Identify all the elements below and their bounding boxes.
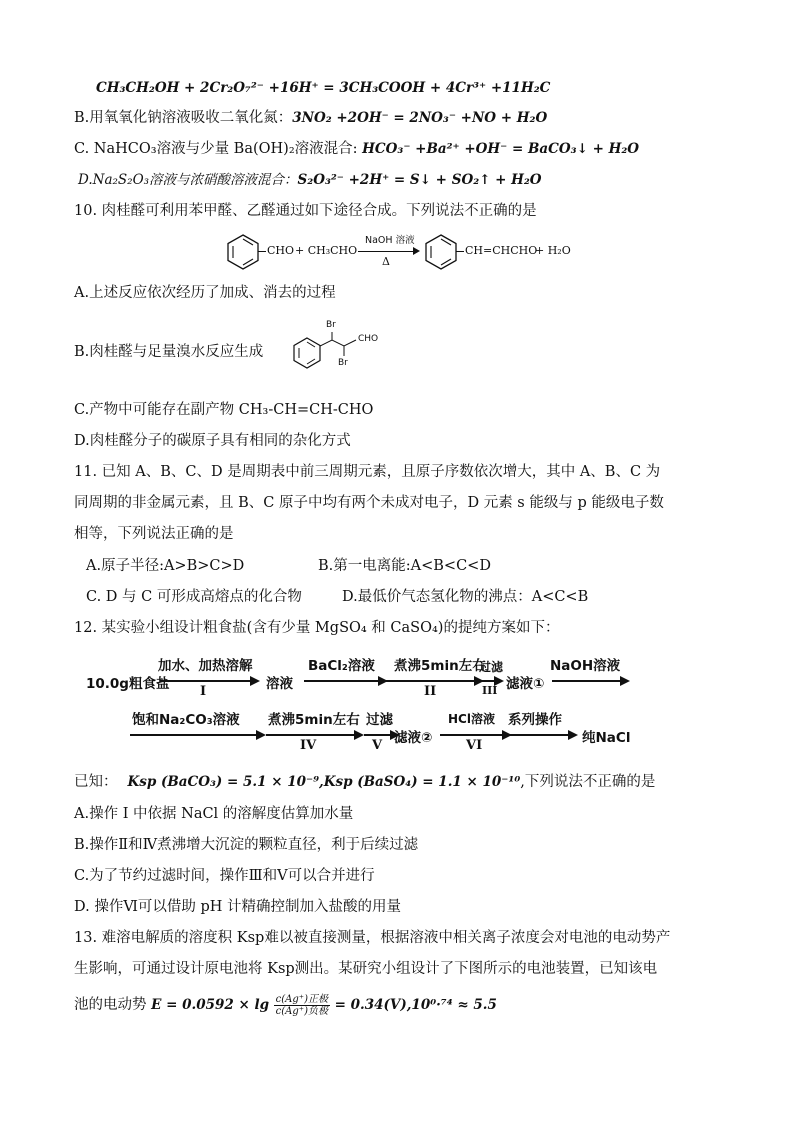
flow-step4-num: III: [482, 684, 498, 697]
q9-option-d-equation: S₂O₃²⁻ +2H⁺ = S↓ + SO₂↑ + H₂O: [297, 172, 542, 188]
flow-arrow-1: [160, 680, 252, 682]
flow-arrow-8: [364, 734, 392, 736]
reaction-arrow: [358, 251, 416, 252]
reactant2: + CH₃CHO: [295, 244, 358, 257]
q12-option-c: C.为了节约过滤时间，操作Ⅲ和Ⅴ可以合并进行: [74, 868, 375, 884]
flow-step1-label: 加水、加热溶解: [158, 658, 253, 674]
benzene-ring-reactant: [225, 232, 261, 272]
emf-lhs: E = 0.0592 × lg: [151, 997, 270, 1013]
q10-option-b-structure: [292, 322, 392, 374]
q13-stem-line3: 池的电动势 E = 0.0592 × lg $\frac{\text{c(Ag⁺)正极}}{\text{c(Ag⁺)负极}}$ = 0.34(V),10⁰·⁷⁴ ≈ 5.5: [74, 993, 497, 1017]
flow-step7-num: IV: [300, 738, 317, 753]
flow-step7-label: 煮沸5min左右: [268, 712, 360, 728]
q11-option-a: A.原子半径:A>B>C>D: [86, 558, 245, 574]
flow-step5-label: NaOH溶液: [550, 658, 621, 674]
cho-group: CHO: [358, 334, 379, 344]
q12-stem: 12. 某实验小组设计粗食盐(含有少量 MgSO₄ 和 CaSO₄)的提纯方案如下：: [74, 620, 560, 636]
flow-end: 纯NaCl: [582, 730, 631, 746]
br-top: Br: [326, 320, 336, 330]
reactant1-group: CHO: [267, 244, 295, 257]
flow-node-solution: 溶液: [266, 676, 293, 692]
ksp-equation: Ksp (BaCO₃) = 5.1 × 10⁻⁹,Ksp (BaSO₄) = 1.1 × 10⁻¹⁰: [127, 774, 521, 790]
flow-step6-label: 饱和Na₂CO₃溶液: [132, 712, 240, 728]
flow-step1-num: I: [200, 684, 207, 699]
q11-option-c: C. D 与 C 可形成高熔点的化合物: [86, 589, 302, 605]
flow-arrow-2: [304, 680, 380, 682]
q12-option-b: B.操作Ⅱ和Ⅳ煮沸增大沉淀的颗粒直径，利于后续过滤: [74, 837, 419, 853]
flow-step9-label: HCl溶液: [448, 712, 495, 726]
q9-option-c: C. NaHCO₃溶液与少量 Ba(OH)₂溶液混合: HCO₃⁻ +Ba²⁺ +OH⁻ = BaCO₃↓ + H₂O: [74, 141, 640, 157]
q10-reaction-scheme: [225, 230, 585, 276]
q11-stem-line3: 相等，下列说法正确的是: [74, 526, 234, 542]
q11-stem-line2: 同周期的非金属元素，且 B、C 原子中均有两个未成对电子，D 元素 s 能级与 p 能级电子数: [74, 495, 664, 511]
benzene-ring-product: [423, 232, 459, 272]
flow-arrow-7: [266, 734, 356, 736]
q12-option-d: D. 操作Ⅵ可以借助 pH 计精确控制加入盐酸的用量: [74, 899, 402, 915]
q12-option-a: A.操作 I 中依据 NaCl 的溶解度估算加水量: [74, 806, 354, 822]
flow-arrow-3: [386, 680, 476, 682]
q9-option-d: D.Na₂S₂O₃溶液与浓硝酸溶液混合：S₂O₃²⁻ +2H⁺ = S↓ + SO₂↑ + H₂O: [78, 172, 542, 188]
q10-stem: 10. 肉桂醛可利用苯甲醛、乙醛通过如下途径合成。下列说法不正确的是: [74, 203, 537, 219]
flow-arrow-10: [506, 734, 570, 736]
flow-step4-label: 过滤: [479, 660, 504, 674]
q9-option-b: B.用氧氧化钠溶液吸收二氧化氮：3NO₂ +2OH⁻ = 2NO₃⁻ +NO + H₂O: [74, 110, 548, 126]
q10-option-d: D.肉桂醛分子的碳原子具有相同的杂化方式: [74, 433, 351, 449]
br-bottom: Br: [338, 358, 348, 368]
flow-arrow-5: [552, 680, 622, 682]
flow-step2-label: BaCl₂溶液: [308, 658, 375, 674]
flow-arrow-9: [440, 734, 504, 736]
flow-step8-label: 过滤: [366, 712, 393, 728]
q11-option-b: B.第一电离能:A<B<C<D: [318, 558, 491, 574]
flow-step3-num: II: [424, 684, 437, 699]
flow-row-1: [74, 652, 734, 702]
flow-arrow-6: [130, 734, 258, 736]
flow-step9-num: VI: [466, 738, 483, 753]
emf-rhs: = 0.34(V),10⁰·⁷⁴ ≈ 5.5: [334, 997, 497, 1013]
condition-top: NaOH 溶液: [365, 235, 415, 246]
product-group: CH=CHCHO: [465, 244, 538, 257]
flow-row-2: [74, 706, 734, 756]
q10-option-a: A.上述反应依次经历了加成、消去的过程: [74, 285, 336, 301]
condition-bottom: Δ: [382, 255, 390, 268]
q11-option-d: D.最低价气态氢化物的沸点：A<C<B: [342, 589, 589, 605]
q10-option-b: B.肉桂醛与足量溴水反应生成: [74, 344, 264, 360]
flow-node-filtrate2: 滤液②: [394, 730, 433, 746]
flow-step8-num: V: [372, 738, 383, 753]
q13-stem-line2: 生影响，可通过设计原电池将 Ksp测出。某研究小组设计了下图所示的电池装置，已知该电: [74, 961, 658, 977]
q9-option-b-equation: 3NO₂ +2OH⁻ = 2NO₃⁻ +NO + H₂O: [292, 110, 548, 126]
q13-stem-line1: 13. 难溶电解质的溶度积 Ksp难以被直接测量，根据溶液中相关离子浓度会对电池的电动势产: [74, 930, 671, 946]
product-water: + H₂O: [535, 244, 571, 257]
q11-stem-line1: 11. 已知 A、B、C、D 是周期表中前三周期元素，且原子序数依次增大，其中 A、B、C 为: [74, 464, 661, 480]
q9-option-c-equation: HCO₃⁻ +Ba²⁺ +OH⁻ = BaCO₃↓ + H₂O: [362, 141, 640, 157]
flow-step10-label: 系列操作: [508, 712, 562, 728]
benzene-ring-dibromo: [292, 336, 322, 370]
flow-start: 10.0g粗食盐: [86, 676, 170, 692]
q12-known: 已知： Ksp (BaCO₃) = 5.1 × 10⁻⁹,Ksp (BaSO₄) = 1.1 × 10⁻¹⁰,下列说法不正确的是: [74, 774, 656, 790]
emf-fraction: $\frac{\text{c(Ag⁺)正极}}{\text{c(Ag⁺)负极}}$: [275, 993, 328, 1017]
q10-option-c: C.产物中可能存在副产物 CH₃-CH=CH-CHO: [74, 402, 374, 418]
flow-node-filtrate1: 滤液①: [506, 676, 545, 692]
flow-step3-label: 煮沸5min左右: [394, 658, 486, 674]
q9-option-a-equation: CH₃CH₂OH + 2Cr₂O₇²⁻ +16H⁺ = 3CH₃COOH + 4Cr³⁺ +11H₂C: [96, 80, 551, 96]
